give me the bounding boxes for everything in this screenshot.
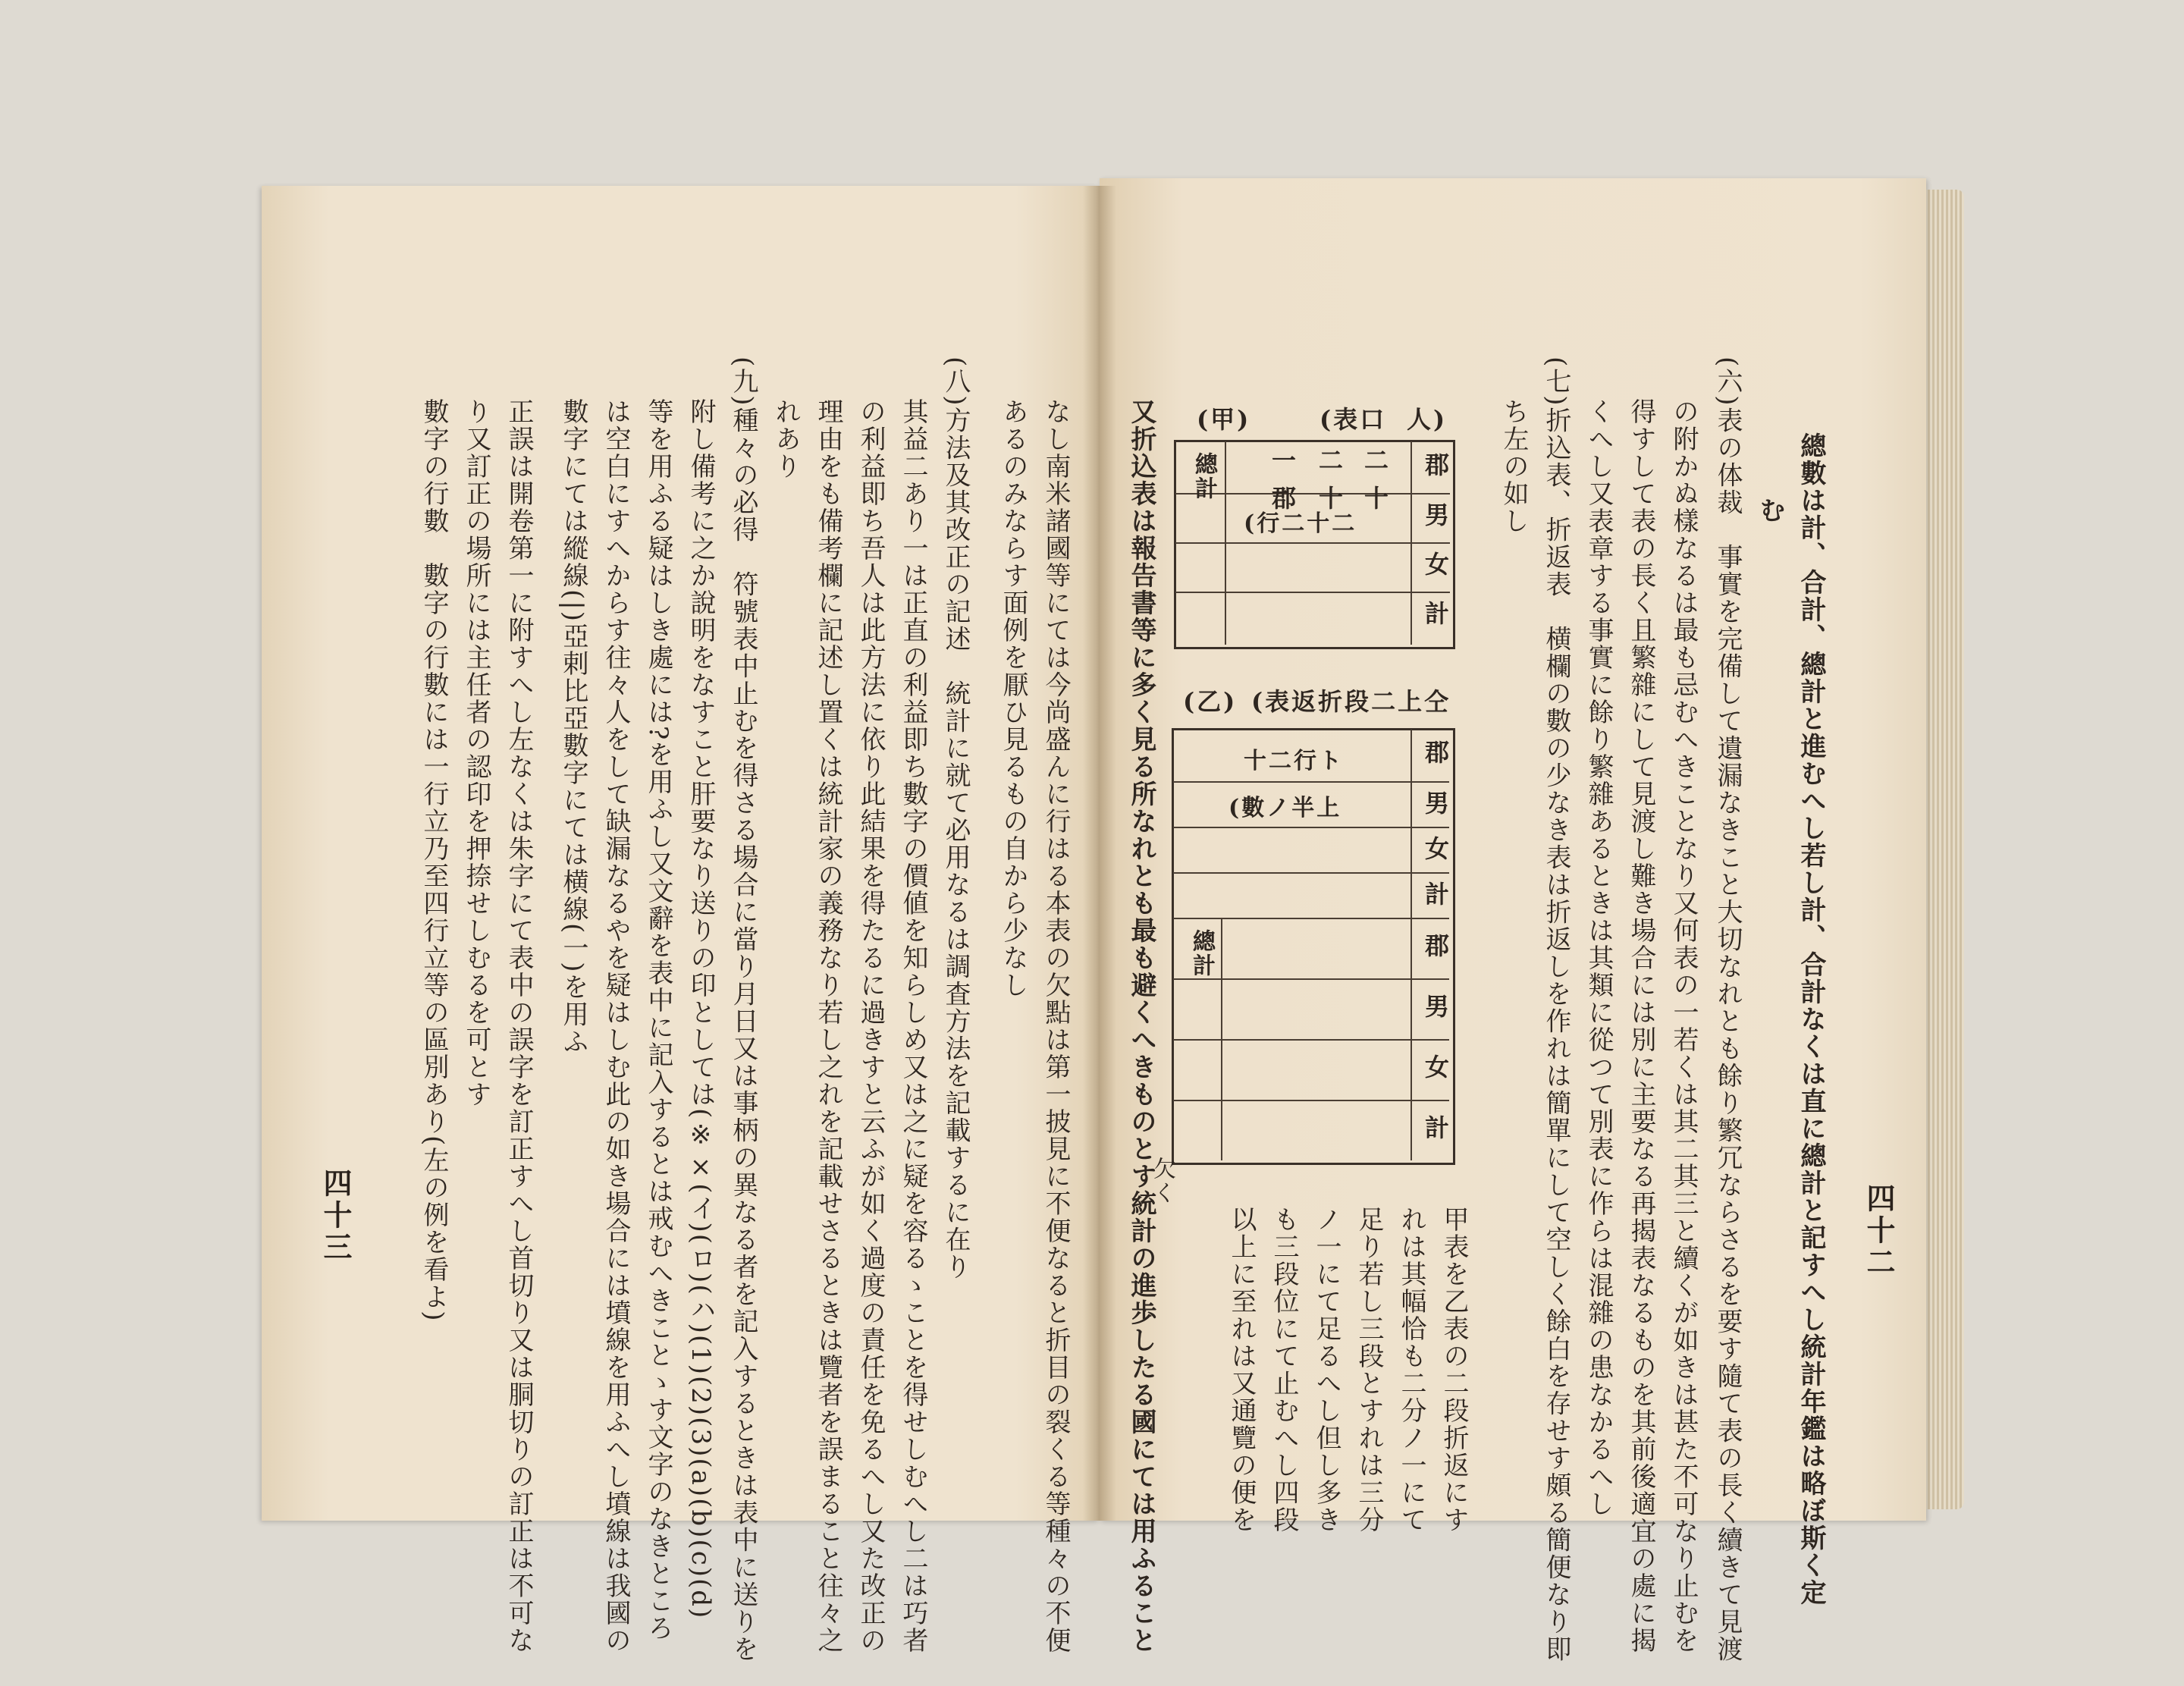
right-col-10: 欠く (1149, 1157, 1175, 1205)
right-bottom-col-1: 甲表を乙表の二段折返にす (1439, 1206, 1469, 1534)
table-b-header-gun-2: 郡 (1421, 933, 1450, 957)
table-b-divider (1173, 1039, 1449, 1041)
table-b-header-female-2: 女 (1421, 1054, 1450, 1078)
right-page-number: 四十二 (1862, 1183, 1896, 1279)
table-b-divider (1410, 730, 1412, 1160)
left-col-14: り又訂正の場所には主任者の認印を押捺せしむるを可とす (461, 398, 491, 1108)
table-a-header-gun: 郡 (1421, 452, 1450, 476)
table-a-divider (1412, 592, 1450, 593)
right-bottom-col-4: ノ一にて足るへし但し多き (1311, 1206, 1341, 1534)
table-b-divider (1173, 872, 1449, 874)
table-b-header-gun-1: 郡 (1421, 739, 1450, 764)
book-gutter (1083, 186, 1116, 1521)
table-b-total-label: 總計 (1188, 929, 1215, 978)
table-a-divider (1412, 493, 1450, 494)
table-a-row-1: 一郡 (1268, 447, 1297, 523)
left-col-3: (八)方法及其改正の記述 統計に就て必用なるは調査方法を記載するに在り (940, 356, 971, 1281)
left-col-9: 附し備考に之か說明をなすこと肝要なり送りの印としては(※×(イ)(ロ)(ハ)(1)(2)(3)(a)(b)(c)(d) (686, 398, 716, 1620)
left-col-15: 數字の行數 數字の行數には一行立乃至四行立等の區別あり(左の例を看よ) (419, 398, 449, 1323)
right-col-3: (六)表の体裁 事實を完備して遺漏なきこと大切なれとも餘り繁冗ならさるを要す隨て表の長く續きて見渡 (1712, 356, 1743, 1663)
right-bottom-col-5: も三段位にて止むへし四段 (1269, 1206, 1299, 1534)
table-a-caption-left: (甲) (1197, 405, 1251, 434)
right-bottom-col-2: れは其幅恰も二分ノ一にて (1396, 1206, 1426, 1534)
left-col-10: 等を用ふる疑はしき處には?を用ふし又文辭を表中に記入するとは戒むへきことゝす文字のなきところ (643, 398, 673, 1643)
table-a-divider (1175, 592, 1412, 593)
table-a-divider (1175, 542, 1412, 544)
table-a-row-2: 二十 (1360, 447, 1389, 523)
left-col-5: の利益即ち吾人は此方法に依り此結果を得たるに過きすと云ふが如く過度の責任を免るへし又た改正の (855, 398, 886, 1654)
right-bottom-col-6: 以上に至れは又通覽の便を (1226, 1206, 1257, 1534)
table-b-header-total-2: 計 (1421, 1115, 1450, 1139)
table-b-divider (1173, 827, 1449, 828)
left-col-13: 正誤は開卷第一に附すへし左なくは朱字にて表中の誤字を訂正すへし首切り又は胴切りの訂正は不可な (504, 398, 534, 1654)
left-col-12: 數字にては縱線(|)亞剌比亞數字にては横線(一)を用ふ (558, 398, 588, 1056)
table-b-divider (1173, 781, 1449, 783)
right-col-5: 得すして表の長く且繁雜にして見渡し難き場合には別に主要なる再揭表なるものを其前後適宜の處に揭 (1626, 398, 1656, 1654)
table-a-caption-right: 人) (1407, 405, 1448, 434)
table-a-row-bracket: (行二十二 (1244, 510, 1357, 537)
table-a-header-female: 女 (1421, 551, 1450, 576)
left-col-8: (九)種々の必得 符號表中止むを得さる場合に當り月日又は事柄の異なる者を記入するときは表中に送りを (728, 356, 758, 1663)
right-col-8: ち左の如し (1498, 398, 1529, 535)
right-col-1: 總數は計、合計、總計と進むへし若し計、合計なくは直に總計と記すへし統計年鑑は略ぼ斯く定 (1796, 432, 1826, 1606)
right-col-9: 又折込表は報告書等に多く見る所なれとも最も避くへきものとす統計の進歩したる國にては用ふること (1126, 398, 1156, 1654)
left-page-number: 四十三 (318, 1168, 353, 1264)
right-col-4: の附かぬ樣なるは最も忌むへきことなり又何表の一若くは其二其三と續くが如きは甚た不可なり止むを (1668, 398, 1699, 1654)
table-a-header-total: 計 (1421, 601, 1450, 625)
left-page (262, 186, 1100, 1521)
table-b-divider (1173, 978, 1449, 980)
table-a-row-3: 二十 (1315, 447, 1344, 523)
left-col-1: なし南米諸國等にては今尚盛んに行はる本表の欠點は第一披見に不便なると折目の裂くる等種々の不便 (1040, 398, 1071, 1654)
right-bottom-col-3: 足り若し三段とすれは三分 (1354, 1206, 1384, 1534)
left-col-7: れあり (770, 398, 801, 480)
left-col-11: は空白にすへからす往々人をして缺漏なるやを疑はしむ此の如き場合には墳線を用ふへし墳線は我國の (601, 398, 631, 1654)
left-col-4: 其益二あり一は正直の利益即ち數字の價値を知らしめ又は之に疑を容るゝことを得せしむへし二は巧者 (898, 398, 928, 1654)
table-b-row-label: 十二行ト (1244, 748, 1344, 774)
table-b-header-male-2: 男 (1421, 994, 1450, 1018)
table-b-caption-left: (乙) (1183, 687, 1238, 716)
table-b-header-female-1: 女 (1421, 836, 1450, 860)
table-a-total-label: 總計 (1191, 452, 1217, 501)
table-a-divider (1412, 542, 1450, 544)
table-a-header-male: 男 (1421, 502, 1450, 526)
table-b-divider (1173, 918, 1449, 919)
table-b-header-total-1: 計 (1421, 881, 1450, 906)
table-b-divider (1173, 1100, 1449, 1101)
right-col-2: む (1755, 497, 1785, 524)
left-col-2: あるのみならす面例を厭ひ見るもの自から少なし (998, 398, 1028, 999)
table-b-caption: (表返折段二上仝 (1251, 687, 1451, 716)
table-b-header-male-1: 男 (1421, 790, 1450, 815)
table-b-row-half: (數ノ半上 (1228, 795, 1342, 821)
right-col-6: くへし又表章する事實に餘り繁雜あるときは其類に從つて別表に作らは混雜の患なかるへし (1583, 398, 1614, 1518)
table-a-caption-mid: (表口 (1320, 405, 1387, 434)
left-col-6: 理由をも備考欄に記述し置くは統計家の義務なり若し之れを記載せさるときは覽者を誤まること往々之 (813, 398, 843, 1654)
right-col-7: (七)折込表、折返表 横欄の數の少なき表は折返しを作れは簡單にして空しく餘白を存せす頗る簡便なり即 (1541, 356, 1571, 1663)
